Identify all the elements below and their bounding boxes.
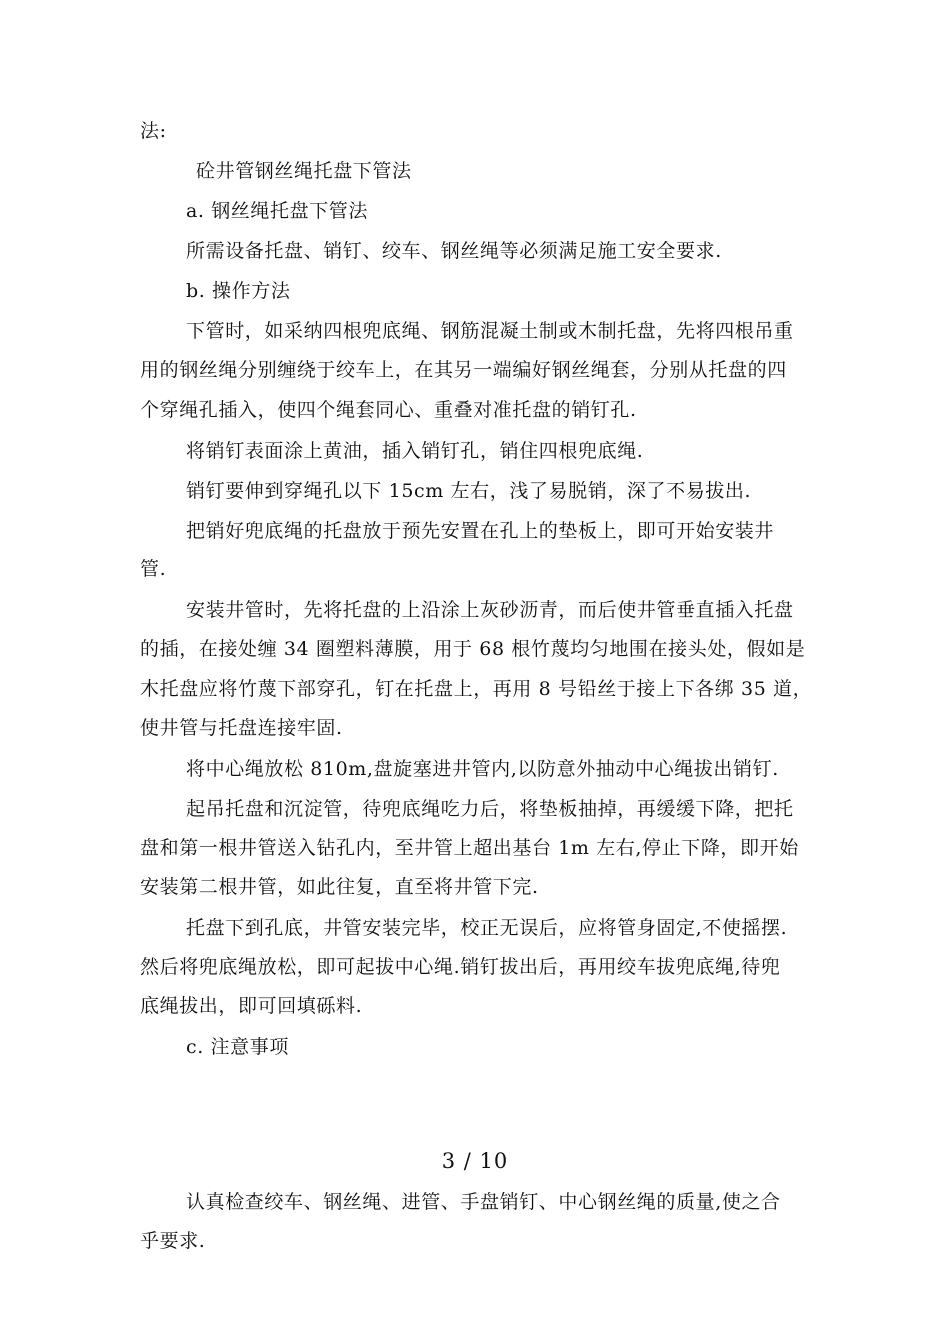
paragraph-line: 所需设备托盘、销钉、绞车、钢丝绳等必须满足施工安全要求. [186, 240, 722, 262]
page-number: 3 / 10 [441, 1149, 509, 1173]
paragraph-line: 然后将兜底绳放松，即可起拔中心绳.销钉拔出后，再用绞车拔兜底绳,待兜 [140, 956, 781, 978]
paragraph-line: 管. [140, 558, 167, 580]
paragraph-line: 盘和第一根井管送入钻孔内，至井管上超出基台 1m 左右,停止下降，即开始 [140, 837, 799, 859]
subsection-heading: c. 注意事项 [186, 1036, 289, 1058]
paragraph-line: 销钉要伸到穿绳孔以下 15cm 左右，浅了易脱销，深了不易拔出. [186, 480, 752, 502]
paragraph-line: 把销好兜底绳的托盘放于预先安置在孔上的垫板上，即可开始安装井 [186, 520, 775, 542]
subsection-heading: a. 钢丝绳托盘下管法 [186, 200, 369, 222]
paragraph-line: 的插，在接处缠 34 圈塑料薄膜，用于 68 根竹蔑均匀地围在接头处，假如是 [140, 638, 806, 660]
paragraph-line: 用的钢丝绳分别缠绕于绞车上，在其另一端编好钢丝绳套，分别从托盘的四 [140, 359, 787, 381]
paragraph-line: 起吊托盘和沉淀管，待兜底绳吃力后，将垫板抽掉，再缓缓下降，把托 [186, 798, 794, 820]
paragraph-line: 使井管与托盘连接牢固. [140, 717, 343, 739]
paragraph-line: 安装第二根井管，如此往复，直至将井管下完. [140, 876, 539, 898]
paragraph-line: 木托盘应将竹蔑下部穿孔，钉在托盘上，再用 8 号铅丝于接上下各绑 35 道， [140, 678, 813, 700]
paragraph-line: 将销钉表面涂上黄油，插入销钉孔，销住四根兜底绳. [186, 440, 644, 462]
paragraph-line: 个穿绳孔插入，使四个绳套同心、重叠对准托盘的销钉孔. [140, 399, 637, 421]
text-line: 法: [140, 120, 167, 142]
paragraph-line: 底绳拔出，即可回填砾料. [140, 995, 363, 1017]
paragraph-line: 乎要求. [140, 1230, 206, 1252]
paragraph-line: 下管时，如采纳四根兜底绳、钢筋混凝土制或木制托盘，先将四根吊重 [186, 320, 794, 342]
paragraph-line: 将中心绳放松 810m,盘旋塞进井管内,以防意外抽动中心绳拔出销钉. [186, 758, 779, 780]
section-heading: 砼井管钢丝绳托盘下管法 [196, 160, 412, 182]
subsection-heading: b. 操作方法 [186, 280, 291, 302]
paragraph-line: 认真检查绞车、钢丝绳、进管、手盘销钉、中心钢丝绳的质量,使之合 [186, 1191, 781, 1213]
paragraph-line: 安装井管时，先将托盘的上沿涂上灰砂沥青，而后使井管垂直插入托盘 [186, 599, 794, 621]
paragraph-line: 托盘下到孔底，井管安装完毕，校正无误后，应将管身固定,不使摇摆. [186, 917, 788, 939]
